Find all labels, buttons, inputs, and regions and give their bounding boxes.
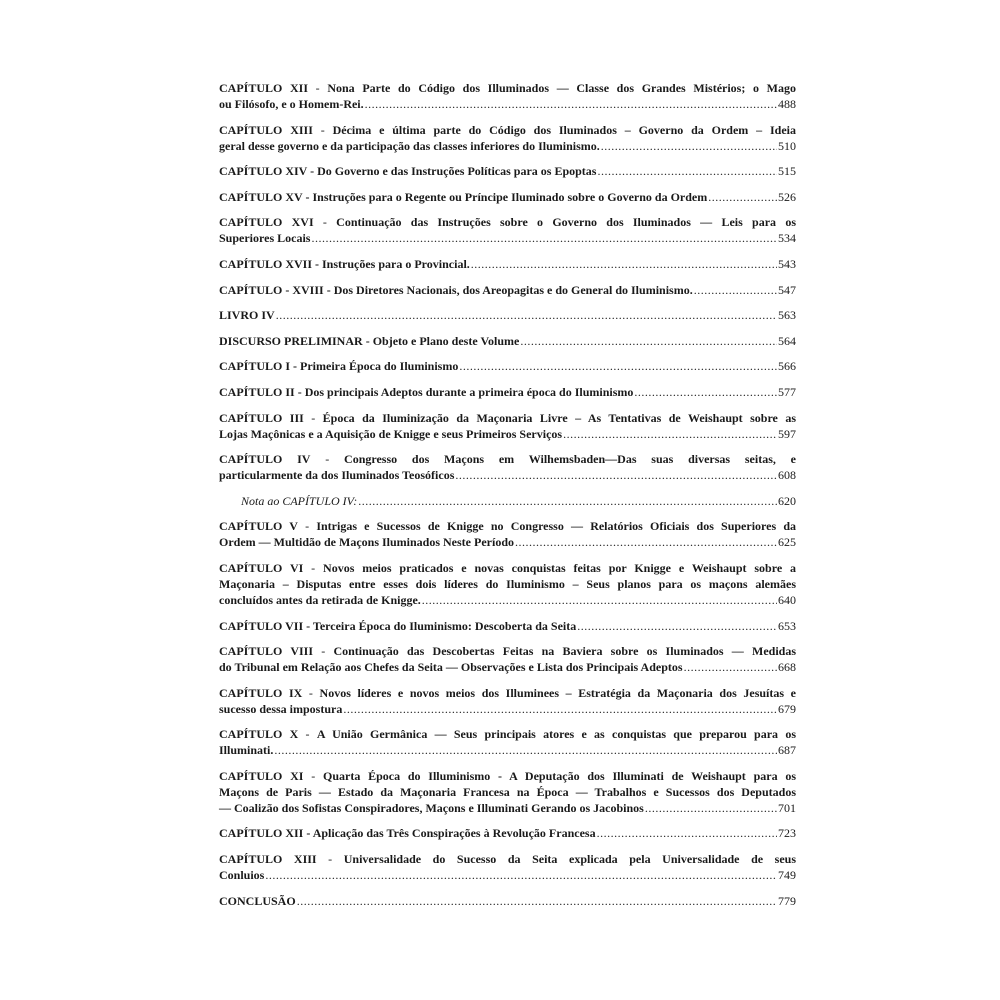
chapter-title-line: sucesso dessa impostura [219, 701, 343, 716]
dot-leader [515, 534, 777, 550]
chapter-title-line: Intrigas e Sucessos de Knigge no Congresso — Relatórios Oficiais dos Superiores da [316, 519, 797, 534]
page-number: 723 [778, 826, 796, 841]
chapter-title-line: Superiores Locais [219, 231, 311, 246]
toc-entry [219, 163, 796, 179]
toc-entry-title: CAPÍTULO X - A União Germânica — Seus principais atores e as conquistas que preparou para os [219, 727, 796, 742]
toc-entry [219, 80, 796, 112]
chapter-title-line: geral desse governo e da participação das classes inferiores do Iluminismo. [219, 138, 600, 153]
page-number: 653 [778, 618, 796, 633]
chapter-label: CAPÍTULO IV [219, 452, 311, 467]
toc-entry-title: CAPÍTULO XVII - Instruções para o Provincial. [219, 256, 470, 271]
chapter-title-line: Maçonaria – Disputas entre esses dois líderes do Iluminismo – Seus planos para os maçons alemães [219, 576, 796, 591]
toc-entry-title: CAPÍTULO VI - Novos meios praticados e novas conquistas feitas por Knigge e Weishaupt sobre a Maçonaria – Disputas entre esses dois líderes do Iluminismo – Seus planos para os maçons alemães [219, 560, 797, 591]
chapter-title-line: Objeto e Plano deste Volume [372, 333, 520, 348]
toc-entry-title: CAPÍTULO II - Dos principais Adeptos durante a primeira época do Iluminismo [219, 384, 634, 399]
toc-entry [219, 358, 796, 374]
dot-leader [645, 800, 777, 816]
toc-entry-title: CAPÍTULO VIII - Continuação das Descobertas Feitas na Baviera sobre os Iluminados — Medidas [219, 644, 796, 659]
chapter-label: CAPÍTULO XIV [219, 164, 308, 179]
chapter-title-line: Instruções para o Regente ou Príncipe Iluminado sobre o Governo da Ordem [312, 189, 708, 204]
dot-leader [455, 467, 777, 483]
dot-leader [684, 659, 777, 675]
toc-entry [219, 256, 796, 272]
chapter-label: CAPÍTULO VII [219, 618, 304, 633]
chapter-label: CAPÍTULO III [219, 410, 304, 425]
toc-entry [219, 893, 796, 909]
page-number: 749 [778, 868, 796, 883]
page-number: 547 [778, 282, 796, 297]
toc-entry [219, 282, 796, 298]
chapter-label: CAPÍTULO II [219, 384, 295, 399]
toc-entry [219, 768, 796, 816]
chapter-label: CAPÍTULO XIII [219, 852, 317, 867]
dot-leader [601, 138, 777, 154]
dot-leader [459, 358, 777, 374]
toc-entry-title: CONCLUSÃO [219, 893, 296, 908]
dot-leader [634, 384, 777, 400]
chapter-title-line: concluídos antes da retirada de Knigge. [219, 592, 421, 607]
page-number: 640 [778, 592, 796, 607]
toc-entry [219, 726, 796, 758]
page-number: 563 [778, 308, 796, 323]
toc-entry [219, 214, 796, 246]
chapter-title-line: Lojas Maçônicas e a Aquisição de Knigge e seus Primeiros Serviços [219, 426, 563, 441]
chapter-title-line: Do Governo e das Instruções Políticas para os Epoptas [317, 164, 597, 179]
toc-entry [219, 851, 796, 883]
page-number: 534 [778, 231, 796, 246]
chapter-label: DISCURSO PRELIMINAR [219, 333, 363, 348]
toc-entry [219, 493, 796, 509]
toc-entry [219, 560, 796, 608]
page-number: 515 [778, 164, 796, 179]
chapter-label: CAPÍTULO VIII [219, 644, 314, 659]
chapter-title-line: Novos líderes e novos meios dos Illuminees – Estratégia da Maçonaria dos Jesuítas e [319, 685, 796, 700]
chapter-label: CAPÍTULO XIII [219, 122, 313, 137]
dot-leader [708, 189, 777, 205]
toc-entry-title: Nota ao CAPÍTULO IV: [241, 493, 358, 508]
chapter-title-line: ou Filósofo, e o Homem-Rei. [219, 97, 364, 111]
chapter-title-line: do Tribunal em Relação aos Chefes da Seita — Observações e Lista dos Principais Adeptos [219, 660, 683, 675]
page-number: 510 [778, 138, 796, 153]
toc-entry-title: CAPÍTULO XVI - Continuação das Instruções sobre o Governo dos Iluminados — Leis para os [219, 215, 796, 230]
page-number: 577 [778, 384, 796, 399]
toc-entry-title: CAPÍTULO I - Primeira Época do Iluminismo [219, 359, 459, 374]
toc-entry-title: CAPÍTULO XII - Nona Parte do Código dos Illuminados — Classe dos Grandes Mistérios; o Mago [219, 81, 796, 95]
chapter-label: CAPÍTULO - XVIII [219, 282, 324, 297]
chapter-title-line: Terceira Época do Iluminismo: Descoberta da Seita [312, 618, 577, 633]
page-number: 543 [778, 256, 796, 271]
chapter-label: CAPÍTULO IX [219, 685, 303, 700]
chapter-title-line: Nona Parte do Código dos Illuminados — Classe dos Grandes Mistérios; o Mago [327, 81, 796, 95]
toc-entry [219, 307, 796, 323]
dot-leader [471, 256, 777, 272]
page-number: 608 [778, 468, 796, 483]
chapter-title-line: Primeira Época do Iluminismo [300, 359, 459, 374]
toc-entry [219, 410, 796, 442]
chapter-title-line: Instruções para o Provincial. [322, 256, 470, 271]
toc-entry [219, 333, 796, 349]
dot-leader [577, 618, 777, 634]
chapter-title-line: Continuação das Descobertas Feitas na Baviera sobre os Iluminados — Medidas [333, 644, 796, 659]
dot-leader [563, 426, 777, 442]
chapter-label: CAPÍTULO X [219, 727, 299, 742]
chapter-title-line: Congresso dos Maçons em Wilhemsbaden—Das suas diversas seitas, e [344, 452, 796, 467]
dot-leader [597, 163, 777, 179]
chapter-label: CAPÍTULO V [219, 519, 298, 534]
toc-entry [219, 643, 796, 675]
chapter-label: CAPÍTULO I [219, 359, 291, 374]
dot-leader [343, 701, 777, 717]
dot-leader [365, 96, 777, 112]
chapter-label: CAPÍTULO VI [219, 560, 304, 575]
chapter-label: CAPÍTULO XVI [219, 215, 314, 230]
page-number: 679 [778, 701, 796, 716]
toc-entry [219, 189, 796, 205]
dot-leader [358, 493, 777, 509]
chapter-title-line: Quarta Época do Illuminismo - A Deputação dos Illuminati de Weishaupt para os [322, 768, 796, 783]
toc-entry-title: CAPÍTULO - XVIII - Dos Diretores Nacionais, dos Areopagitas e do General do Iluminismo. [219, 282, 693, 297]
chapter-title-line: Ordem — Multidão de Maçons Iluminados Neste Período [219, 535, 514, 550]
toc-entry-title: CAPÍTULO XIV - Do Governo e das Instruções Políticas para os Epoptas [219, 164, 597, 179]
page-number: 687 [778, 743, 796, 758]
dot-leader [422, 592, 777, 608]
chapter-title-line: Novos meios praticados e novas conquistas feitas por Knigge e Weishaupt sobre a [323, 560, 797, 575]
toc-entry-title: CAPÍTULO XV - Instruções para o Regente ou Príncipe Iluminado sobre o Governo da Ordem [219, 189, 708, 204]
chapter-title-line: Época da Iluminização da Maçonaria Livre – As Tentativas de Weishaupt sobre as [322, 410, 796, 425]
chapter-label: CAPÍTULO XII [219, 826, 304, 841]
toc-entry-title: CAPÍTULO IX - Novos líderes e novos meios dos Illuminees – Estratégia da Maçonaria dos Jesuítas e [219, 685, 796, 700]
page-number: 564 [778, 333, 796, 348]
dot-leader [297, 893, 777, 909]
toc-entry [219, 685, 796, 717]
toc-entry [219, 451, 796, 483]
chapter-title-line: A União Germânica — Seus principais atores e as conquistas que preparou para os [316, 727, 796, 742]
chapter-title-line: Universalidade do Sucesso da Seita explicada pela Universalidade de seus [343, 852, 796, 867]
page-number: 566 [778, 359, 796, 374]
toc-entry-title: CAPÍTULO XIII - Décima e última parte do Código dos Iluminados – Governo da Ordem – Ideia [219, 122, 797, 137]
page-number: 526 [778, 189, 796, 204]
chapter-label: CAPÍTULO XII [219, 81, 309, 95]
page-number: 668 [778, 660, 796, 675]
chapter-label: CAPÍTULO XVII [219, 256, 313, 271]
toc-entry-title: CAPÍTULO XII - Aplicação das Três Conspirações à Revolução Francesa [219, 826, 596, 841]
toc-entry-title: CAPÍTULO XIII - Universalidade do Sucesso da Seita explicada pela Universalidade de seus [219, 852, 796, 867]
chapter-title-line: Décima e última parte do Código dos Iluminados – Governo da Ordem – Ideia [332, 122, 797, 137]
chapter-title-line: Conluios [219, 868, 265, 883]
toc-entry [219, 825, 796, 841]
toc-entry-title: CAPÍTULO III - Época da Iluminização da Maçonaria Livre – As Tentativas de Weishaupt sobre as [219, 410, 796, 425]
dot-leader [265, 867, 777, 883]
dot-leader [276, 307, 777, 323]
dot-leader [274, 742, 777, 758]
page-number: 701 [778, 800, 796, 815]
chapter-title-line: Maçons de Paris — Estado da Maçonaria Francesa na Época — Trabalhos e Sucessos dos Deputados [219, 784, 796, 799]
chapter-title-line: Continuação das Instruções sobre o Governo dos Iluminados — Leis para os [336, 215, 796, 230]
toc-entry [219, 122, 796, 154]
toc-entry-title: DISCURSO PRELIMINAR - Objeto e Plano deste Volume [219, 333, 520, 348]
dot-leader [597, 825, 777, 841]
toc-entry-title: CAPÍTULO V - Intrigas e Sucessos de Knigge no Congresso — Relatórios Oficiais dos Superiores da [219, 519, 797, 534]
toc-entry [219, 518, 796, 550]
table-of-contents [219, 80, 796, 918]
chapter-label: CAPÍTULO XI [219, 768, 304, 783]
toc-entry-title: CAPÍTULO VII - Terceira Época do Iluminismo: Descoberta da Seita [219, 618, 577, 633]
dot-leader [694, 282, 777, 298]
toc-entry-title: LIVRO IV [219, 308, 275, 323]
page-number: 620 [778, 493, 796, 508]
chapter-title-line: particularmente da dos Iluminados Teosóficos [219, 468, 455, 483]
chapter-title-line: Illuminati. [219, 743, 274, 758]
page-number: 779 [778, 893, 796, 908]
toc-entry-title: CAPÍTULO XI - Quarta Época do Illuminismo - A Deputação dos Illuminati de Weishaupt para os Maçons de Paris — Estado da Maçonaria Francesa na Época — Trabalhos e Sucessos dos Deputados [219, 768, 796, 799]
chapter-title-line: Aplicação das Três Conspirações à Revolução Francesa [312, 826, 596, 841]
chapter-title-line: Dos principais Adeptos durante a primeira época do Iluminismo [304, 384, 634, 399]
toc-entry [219, 384, 796, 400]
toc-entry [219, 618, 796, 634]
chapter-title-line: — Coalizão dos Sofistas Conspiradores, Maçons e Illuminati Gerando os Jacobinos [219, 800, 644, 815]
dot-leader [520, 333, 777, 349]
page-number: 597 [778, 426, 796, 441]
page-number: 625 [778, 535, 796, 550]
dot-leader [311, 230, 777, 246]
toc-entry-title: CAPÍTULO IV - Congresso dos Maçons em Wilhemsbaden—Das suas diversas seitas, e [219, 452, 796, 467]
page-number: 488 [778, 97, 796, 111]
chapter-title-line: Dos Diretores Nacionais, dos Areopagitas e do General do Iluminismo. [333, 282, 693, 297]
chapter-label: CAPÍTULO XV [219, 189, 303, 204]
